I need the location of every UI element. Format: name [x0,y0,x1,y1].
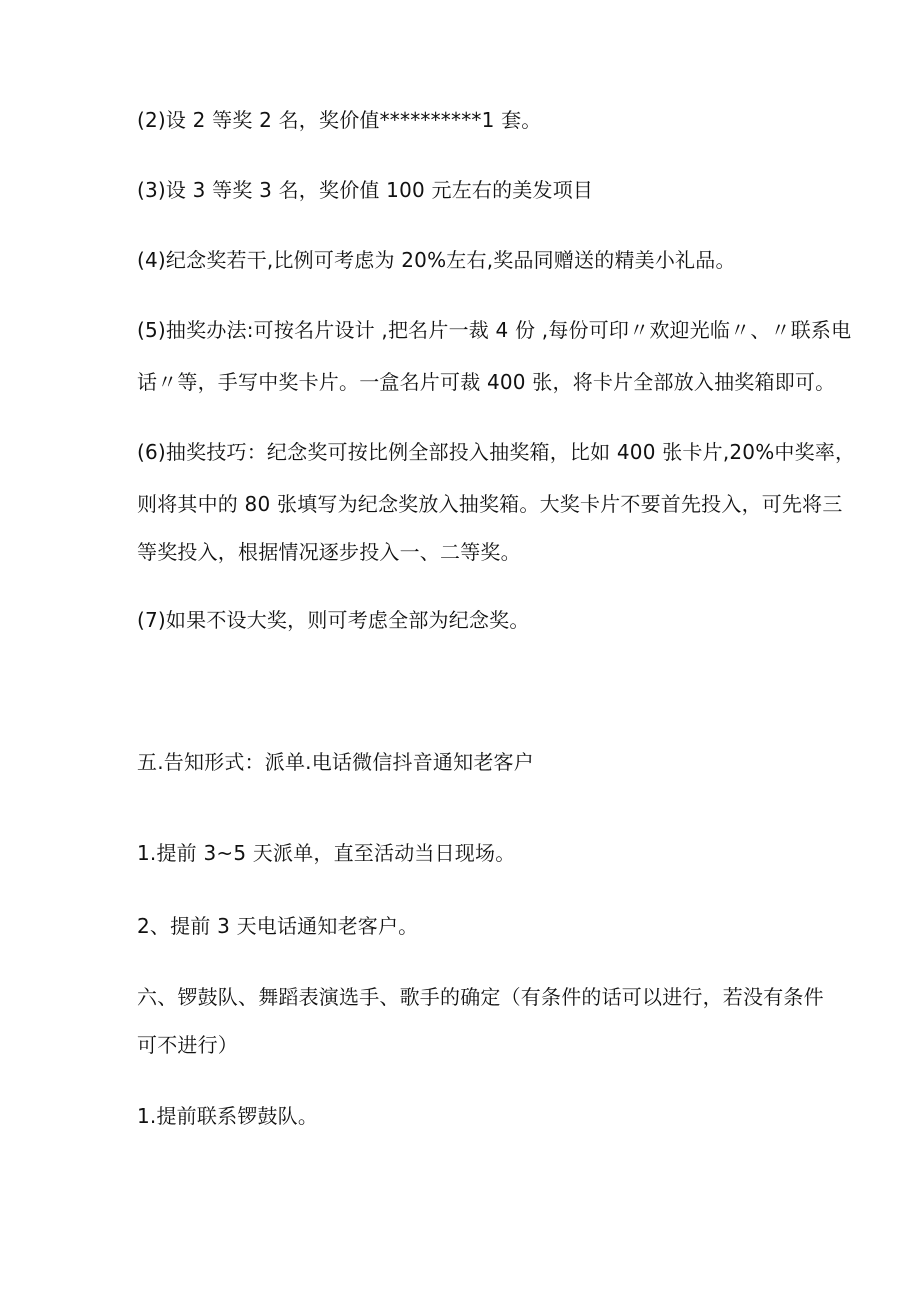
no-grand-prize-line: (7)如果不设大奖，则可考虑全部为纪念奖。 [137,608,530,632]
drum-team-item-1: 1.提前联系锣鼓队。 [137,1104,319,1128]
notice-item-2: 2、提前 3 天电话通知老客户。 [137,914,419,938]
section-six-heading-line-2: 可不进行） [137,1033,238,1057]
souvenir-prize-line: (4)纪念奖若干,比例可考虑为 20%左右,奖品同赠送的精美小礼品。 [137,248,736,272]
section-five-heading: 五.告知形式：派单.电话微信抖音通知老客户 [137,750,534,774]
notice-item-1: 1.提前 3~5 天派单，直至活动当日现场。 [137,841,516,865]
draw-method-line-2: 话〃等，手写中奖卡片。一盒名片可裁 400 张，将卡片全部放入抽奖箱即可。 [137,370,836,394]
prize-third-line: (3)设 3 等奖 3 名，奖价值 100 元左右的美发项目 [137,178,594,202]
draw-tips-line-3: 等奖投入，根据情况逐步投入一、二等奖。 [137,540,521,564]
draw-tips-line-1: (6)抽奖技巧：纪念奖可按比例全部投入抽奖箱，比如 400 张卡片,20%中奖率， [137,440,856,464]
draw-tips-line-2: 则将其中的 80 张填写为纪念奖放入抽奖箱。大奖卡片不要首先投入，可先将三 [137,492,843,516]
section-six-heading-line-1: 六、锣鼓队、舞蹈表演选手、歌手的确定（有条件的话可以进行，若没有条件 [137,985,824,1009]
prize-second-line: (2)设 2 等奖 2 名，奖价值**********1 套。 [137,108,542,132]
draw-method-line-1: (5)抽奖办法:可按名片设计 ,把名片一裁 4 份 ,每份可印〃欢迎光临〃、〃联系电 [137,318,852,342]
